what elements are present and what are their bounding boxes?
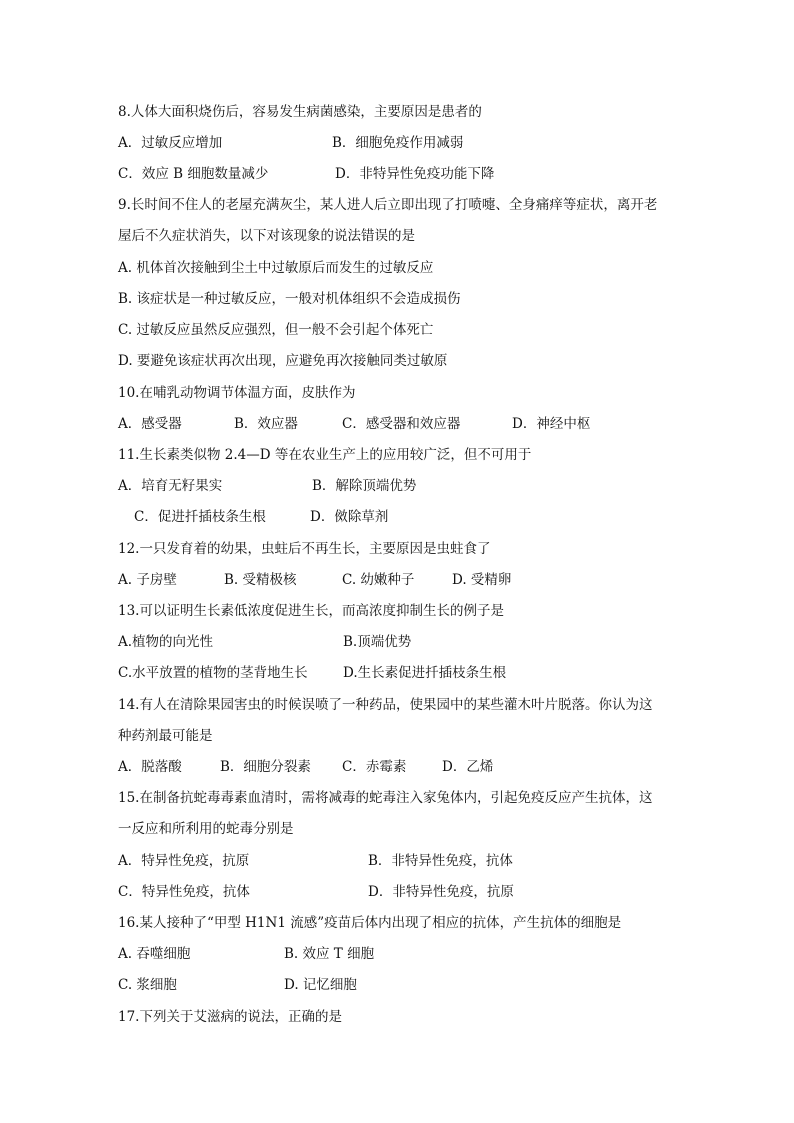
question-13-option-b: B.顶端优势 xyxy=(343,634,412,650)
question-16-option-d: D. 记忆细胞 xyxy=(284,977,357,993)
question-16-option-b: B. 效应 T 细胞 xyxy=(284,946,375,962)
question-14-option-a: A．脱落酸 xyxy=(118,759,182,775)
question-14-stem-line-1: 14.有人在清除果园害虫的时候误喷了一种药品，使果园中的某些灌木叶片脱落。你认为这 xyxy=(118,697,653,713)
question-9-stem-line-2: 屋后不久症状消失，以下对该现象的说法错误的是 xyxy=(118,228,415,244)
question-13-option-d: D.生长素促进扦插枝条生根 xyxy=(343,665,507,681)
question-12-option-d: D. 受精卵 xyxy=(452,572,512,588)
question-9-option-d: D. 要避免该症状再次出现，应避免再次接触同类过敏原 xyxy=(118,353,448,369)
question-8-option-b: B．细胞免疫作用减弱 xyxy=(332,135,464,151)
question-12-stem: 12.一只发育着的幼果，虫蛀后不再生长，主要原因是虫蛀食了 xyxy=(118,541,491,557)
question-11-stem: 11.生长素类似物 2.4—D 等在农业生产上的应用较广泛，但不可用于 xyxy=(118,447,532,463)
question-9-stem-line-1: 9.长时间不住人的老屋充满灰尘，某人进人后立即出现了打喷嚏、全身痛痒等症状，离开老 xyxy=(118,197,658,213)
question-11-option-b: B．解除顶端优势 xyxy=(312,478,417,494)
question-17-stem: 17.下列关于艾滋病的说法，正确的是 xyxy=(118,1009,342,1025)
question-13-stem: 13.可以证明生长素低浓度促进生长，而高浓度抑制生长的例子是 xyxy=(118,603,504,619)
question-15-option-c: C．特异性免疫，抗体 xyxy=(118,884,250,900)
question-9-option-c: C. 过敏反应虽然反应强烈，但一般不会引起个体死亡 xyxy=(118,322,434,338)
question-8-option-d: D．非特异性免疫功能下降 xyxy=(335,166,495,182)
question-10-option-c: C．感受器和效应器 xyxy=(342,416,461,432)
question-10-stem: 10.在哺乳动物调节体温方面，皮肤作为 xyxy=(118,385,356,401)
question-14-option-c: C．赤霉素 xyxy=(342,759,407,775)
question-15-option-d: D．非特异性免疫，抗原 xyxy=(368,884,514,900)
question-16-option-a: A. 吞噬细胞 xyxy=(118,946,191,962)
question-10-option-a: A．感受器 xyxy=(118,416,182,432)
question-12-option-c: C. 幼嫩种子 xyxy=(342,572,415,588)
question-12-option-a: A. 子房壁 xyxy=(118,572,177,588)
question-14-option-b: B．细胞分裂素 xyxy=(220,759,311,775)
question-11-option-c: C．促进扦插枝条生根 xyxy=(134,509,266,525)
question-11-option-a: A．培育无籽果实 xyxy=(118,478,223,494)
question-9-option-a: A. 机体首次接触到尘土中过敏原后而发生的过敏反应 xyxy=(118,260,434,276)
question-14-option-d: D．乙烯 xyxy=(442,759,494,775)
question-10-option-d: D．神经中枢 xyxy=(512,416,591,432)
question-15-stem-line-1: 15.在制备抗蛇毒毒素血清时，需将减毒的蛇毒注入家兔体内，引起免疫反应产生抗体，这 xyxy=(118,790,653,806)
question-10-option-b: B．效应器 xyxy=(234,416,298,432)
question-9-option-b: B. 该症状是一种过敏反应，一般对机体组织不会造成损伤 xyxy=(118,291,461,307)
question-13-option-c: C.水平放置的植物的茎背地生长 xyxy=(118,665,308,681)
question-8-option-a: A．过敏反应增加 xyxy=(118,135,223,151)
question-13-option-a: A.植物的向光性 xyxy=(118,634,214,650)
question-11-option-d: D．傚除草剂 xyxy=(310,509,389,525)
question-14-stem-line-2: 种药剂最可能是 xyxy=(118,728,213,744)
question-15-option-b: B．非特异性免疫，抗体 xyxy=(368,853,513,869)
question-16-option-c: C. 浆细胞 xyxy=(118,977,177,993)
question-15-option-a: A．特异性免疫，抗原 xyxy=(118,853,250,869)
question-16-stem: 16.某人接种了“甲型 H1N1 流感”疫苗后体内出现了相应的抗体，产生抗体的细胞是 xyxy=(118,915,622,931)
question-8-stem: 8.人体大面积烧伤后，容易发生病菌感染，主要原因是患者的 xyxy=(118,104,482,120)
question-15-stem-line-2: 一反应和所利用的蛇毒分别是 xyxy=(118,821,294,837)
question-8-option-c: C．效应 B 细胞数量减少 xyxy=(118,166,269,182)
question-12-option-b: B. 受精极核 xyxy=(224,572,297,588)
